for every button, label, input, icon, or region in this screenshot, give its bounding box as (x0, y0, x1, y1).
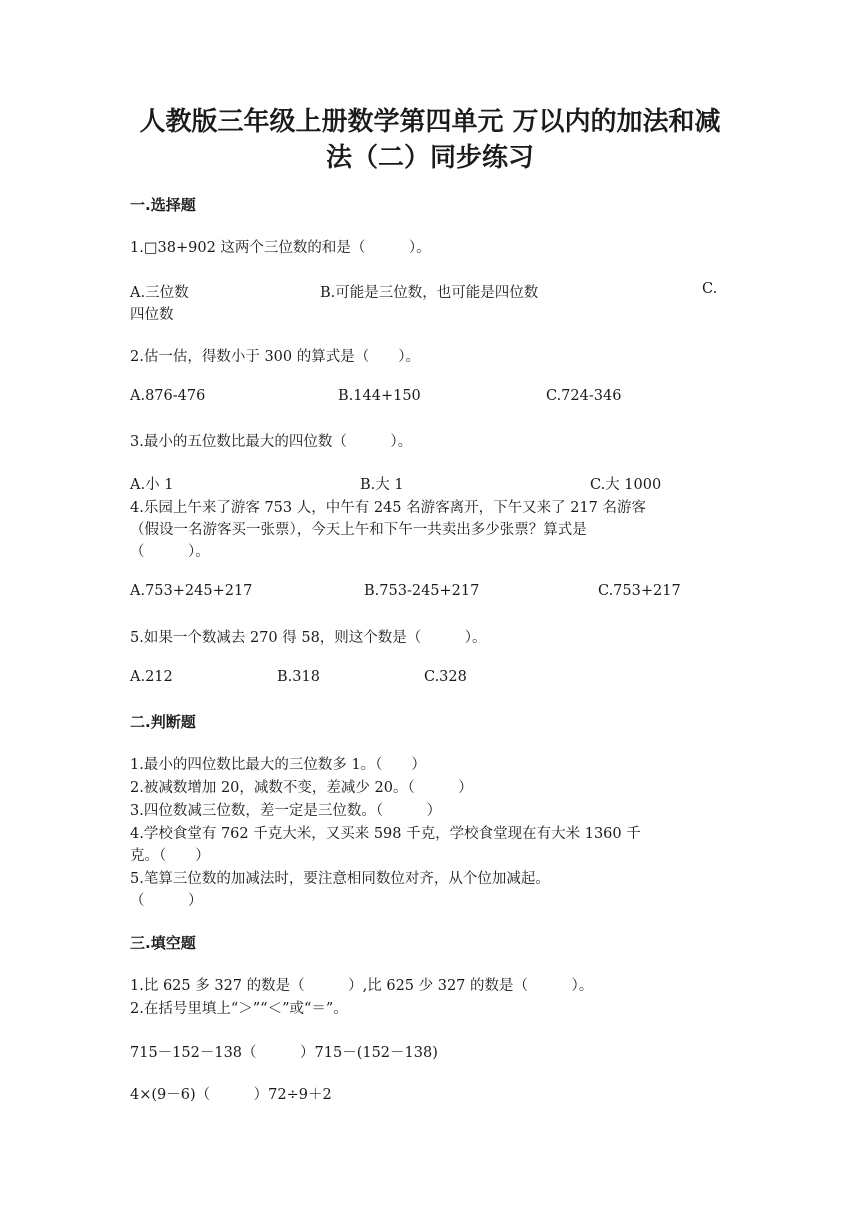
question-3-option-b: B.大 1 (360, 477, 404, 493)
question-5-option-b: B.318 (277, 669, 320, 685)
question-5-option-c: C.328 (424, 669, 467, 685)
question-4-option-b: B.753-245+217 (364, 583, 480, 599)
question-1-option-c-continued: 四位数 (130, 307, 174, 323)
question-2-stem: 2.估一估，得数小于 300 的算式是（ ）。 (130, 349, 420, 365)
question-3-option-a: A.小 1 (130, 477, 174, 493)
judgement-item-5-line-1: 5.笔算三位数的加减法时，要注意相同数位对齐，从个位加减起。 (130, 871, 550, 887)
section-heading-fill-blank: 三.填空题 (130, 934, 196, 952)
question-4-line-3: （ ）。 (130, 544, 210, 560)
question-2-option-c: C.724-346 (546, 388, 622, 404)
question-5-stem: 5.如果一个数减去 270 得 58，则这个数是（ ）。 (130, 630, 487, 646)
section-heading-choice: 一.选择题 (130, 196, 196, 214)
question-1-stem: 1.□38+902 这两个三位数的和是（ ）。 (130, 240, 431, 256)
question-2-option-b: B.144+150 (338, 388, 421, 404)
judgement-item-5-line-2: （ ） (130, 893, 203, 909)
judgement-item-2: 2.被减数增加 20，减数不变，差减少 20。（ ） (130, 780, 473, 796)
judgement-item-4-line-2: 克。（ ） (130, 848, 210, 864)
fill-item-2-compare-1: 715－152－138（ ）715－(152－138) (130, 1045, 438, 1061)
question-1-option-b: B.可能是三位数，也可能是四位数 (320, 285, 539, 301)
question-4-line-2: （假设一名游客买一张票），今天上午和下午一共卖出多少张票？算式是 (130, 522, 587, 538)
question-3-stem: 3.最小的五位数比最大的四位数（ ）。 (130, 434, 413, 450)
question-4-option-a: A.753+245+217 (130, 583, 253, 599)
question-4-option-c: C.753+217 (598, 583, 681, 599)
fill-item-1: 1.比 625 多 327 的数是（ ）,比 625 少 327 的数是（ ）。 (130, 978, 594, 994)
fill-item-2: 2.在括号里填上“＞”“＜”或“＝”。 (130, 1001, 348, 1017)
section-heading-judgement: 二.判断题 (130, 713, 196, 731)
page-title-line-2: 法（二）同步练习 (325, 143, 534, 173)
question-5-option-a: A.212 (130, 669, 173, 685)
judgement-item-1: 1.最小的四位数比最大的三位数多 1。（ ） (130, 757, 426, 773)
question-1-option-a: A.三位数 (130, 285, 189, 301)
page-title-line-1: 人教版三年级上册数学第四单元 万以内的加法和减 (139, 107, 721, 137)
question-4-line-1: 4.乐园上午来了游客 753 人，中午有 245 名游客离开，下午又来了 217 名游客 (130, 500, 647, 516)
page-title (100, 104, 760, 176)
question-1-option-c: C. (702, 281, 718, 297)
judgement-item-3: 3.四位数减三位数，差一定是三位数。（ ） (130, 803, 442, 819)
question-2-option-a: A.876-476 (130, 388, 206, 404)
question-3-option-c: C.大 1000 (590, 477, 662, 493)
judgement-item-4-line-1: 4.学校食堂有 762 千克大米，又买来 598 千克，学校食堂现在有大米 1360 千 (130, 826, 641, 842)
fill-item-2-compare-2: 4×(9－6)（ ）72÷9＋2 (130, 1087, 332, 1103)
